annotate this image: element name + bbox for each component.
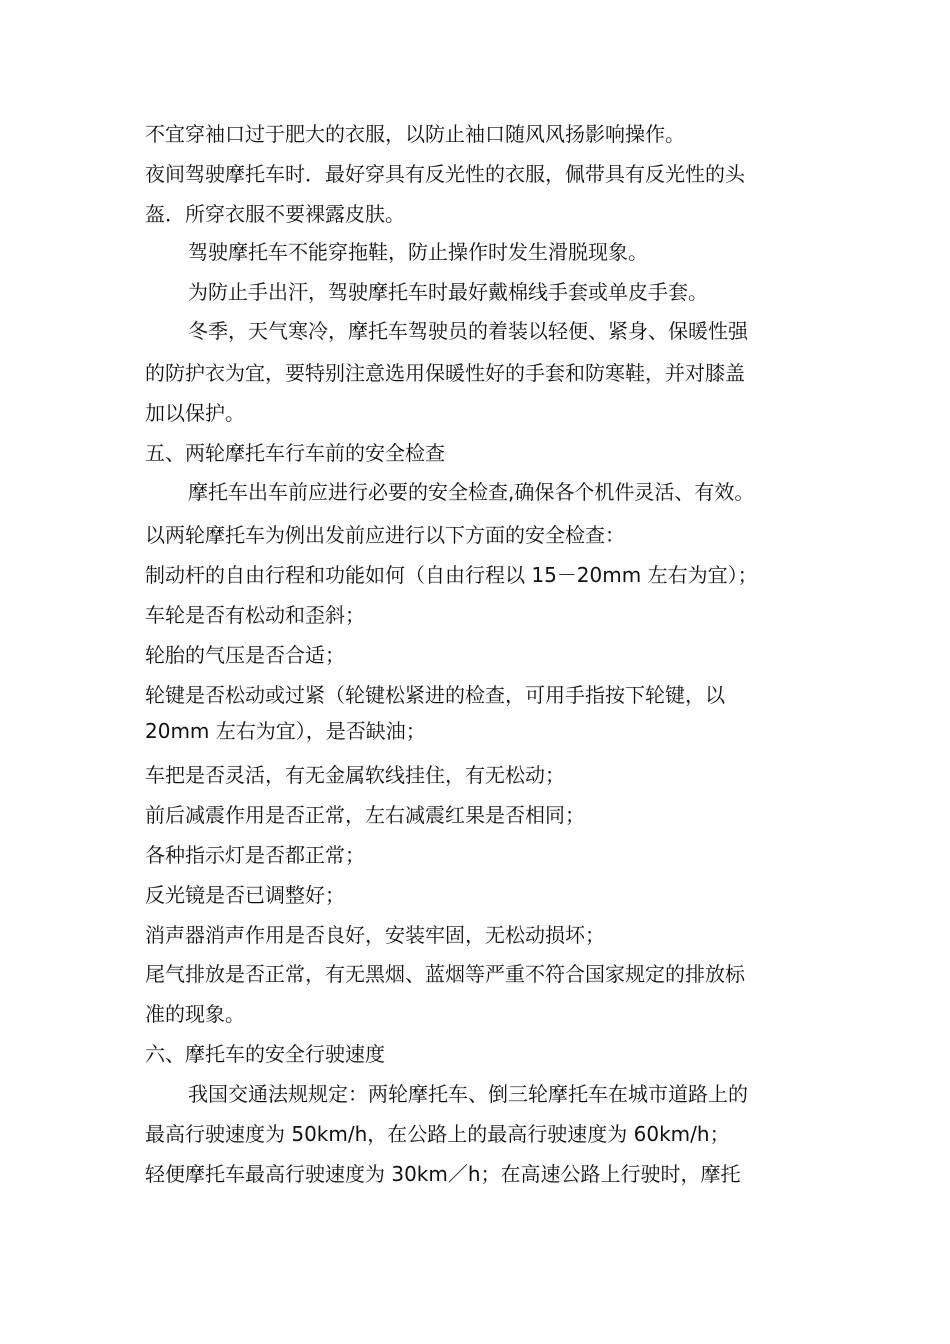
text-line: 驾驶摩托车不能穿拖鞋，防止操作时发生滑脱现象。 — [188, 240, 648, 264]
text-line: 车轮是否有松动和歪斜； — [145, 603, 365, 627]
text-line: 的防护衣为宜，要特别注意选用保暖性好的手套和防寒鞋，并对膝盖 — [145, 361, 745, 385]
text-line: 不宜穿袖口过于肥大的衣服，以防止袖口随风风扬影响操作。 — [145, 122, 685, 146]
section-heading: 五、两轮摩托车行车前的安全检查 — [145, 441, 445, 465]
text-line: 尾气排放是否正常，有无黑烟、蓝烟等严重不符合国家规定的排放标 — [145, 962, 745, 986]
text-line: 最高行驶速度为 50km/h，在公路上的最高行驶速度为 60km/h； — [145, 1122, 730, 1146]
text-line: 加以保护。 — [145, 401, 245, 425]
text-line: 前后减震作用是否正常，左右减震红果是否相同； — [145, 803, 585, 827]
text-line: 轻便摩托车最高行驶速度为 30km／h；在高速公路上行驶时，摩托 — [145, 1162, 741, 1186]
section-heading: 六、摩托车的安全行驶速度 — [145, 1042, 385, 1066]
text-line: 反光镜是否已调整好； — [145, 883, 345, 907]
text-line: 各种指示灯是否都正常； — [145, 843, 365, 867]
text-line: 夜间驾驶摩托车时．最好穿具有反光性的衣服，佩带具有反光性的头 — [145, 162, 745, 186]
text-line: 盔．所穿衣服不要裸露皮肤。 — [145, 202, 405, 226]
text-line: 20mm 左右为宜），是否缺油； — [145, 719, 426, 743]
text-line: 摩托车出车前应进行必要的安全检查,确保各个机件灵活、有效。 — [188, 480, 755, 504]
text-line: 消声器消声作用是否良好，安装牢固，无松动损坏； — [145, 923, 605, 947]
text-line: 准的现象。 — [145, 1002, 245, 1026]
text-line: 我国交通法规规定：两轮摩托车、倒三轮摩托车在城市道路上的 — [188, 1082, 748, 1106]
text-line: 制动杆的自由行程和功能如何（自由行程以 15－20mm 左右为宜）； — [145, 563, 758, 587]
text-line: 为防止手出汗，驾驶摩托车时最好戴棉线手套或单皮手套。 — [188, 280, 708, 304]
text-line: 以两轮摩托车为例出发前应进行以下方面的安全检查： — [145, 523, 625, 547]
text-line: 轮键是否松动或过紧（轮键松紧进的检查，可用手指按下轮键，以 — [145, 683, 725, 707]
text-line: 车把是否灵活，有无金属软线挂住，有无松动； — [145, 763, 565, 787]
text-line: 冬季，天气寒冷，摩托车驾驶员的着装以轻便、紧身、保暖性强 — [188, 319, 748, 343]
text-line: 轮胎的气压是否合适； — [145, 643, 345, 667]
